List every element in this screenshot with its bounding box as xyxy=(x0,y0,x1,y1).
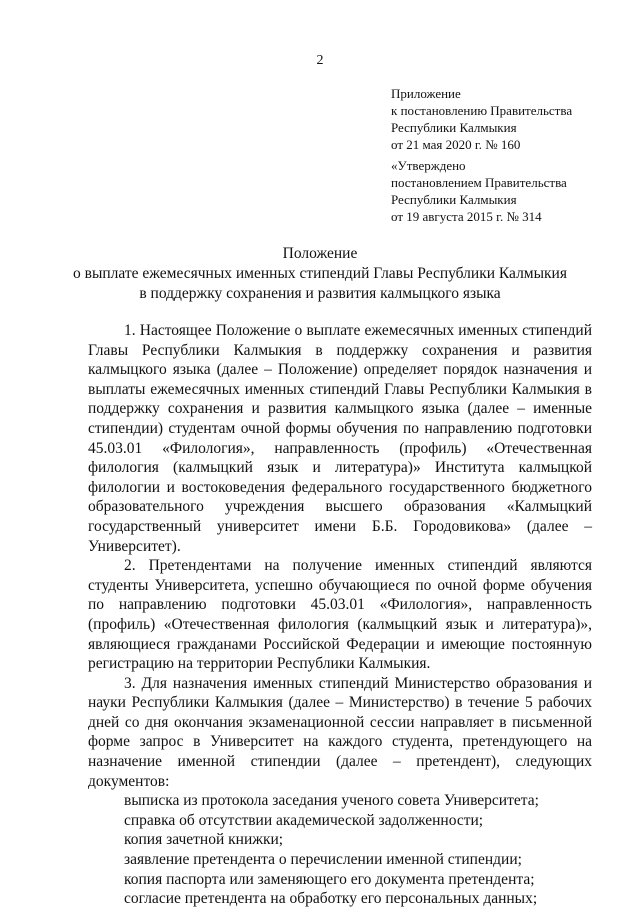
appendix-line: Республики Калмыкия xyxy=(391,120,517,135)
approved-block xyxy=(391,157,567,225)
title-line: Положение xyxy=(282,245,358,262)
paragraph-1: 1. Настоящее Положение о выплате ежемесячных именных стипендий Главы Республики Калмыкия в поддержку сохранения и развития калмыцкого языка (далее – Положение) определяет порядок назначения и выплаты ежемесячных именных стипендий Главы Республики Калмыкия в поддержку сохранения и развития калмыцкого языка (далее – именные стипендии) студентам очной формы обучения по направлению подготовки 45.03.01 «Филология», направленность (профиль) «Отечественная филология (калмыцкий язык и литература)» Института калмыцкой филологии и востоковедения федерального государственного бюджетного образовательного учреждения высшего образования «Калмыцкий государственный университет имени Б.Б. Городовикова» (далее – Университет). xyxy=(88,322,592,555)
appendix-block xyxy=(391,85,572,153)
paragraph-2: 2. Претендентами на получение именных стипендий являются студенты Университета, успешно обучающиеся по очной форме обучения по направлению подготовки 45.03.01 «Филология», направленность (профиль) «Отечественная филология (калмыцкий язык и литература)», являющиеся гражданами Российской Федерации и имеющие постоянную регистрацию на территории Республики Калмыкия. xyxy=(88,557,592,673)
title-line: в поддержку сохранения и развития калмыцкого языка xyxy=(139,285,501,302)
approved-line: от 19 августа 2015 г. № 314 xyxy=(391,209,542,224)
appendix-line: к постановлению Правительства xyxy=(391,103,573,118)
document-title xyxy=(0,244,640,304)
document-body xyxy=(88,321,592,909)
list-item: согласие претендента на обработку его персональных данных; xyxy=(124,890,538,908)
approved-line: постановлением Правительства xyxy=(391,175,567,190)
appendix-line: от 21 мая 2020 г. № 160 xyxy=(391,137,521,152)
paragraph-3: 3. Для назначения именных стипендий Министерство образования и науки Республики Калмыкия (далее – Министерство) в течение 5 рабочих дней со дня окончания экзаменационной сессии направляет в письменной форме запрос в Университет на каждого студента, претендующего на назначение именной стипендии (далее – претендент), следующих документов: xyxy=(88,674,592,790)
list-item: копия паспорта или заменяющего его документа претендента; xyxy=(124,870,535,888)
approved-line: «Утверждено xyxy=(391,158,466,173)
title-line: о выплате ежемесячных именных стипендий Главы Республики Калмыкия xyxy=(73,265,567,282)
list-item: справка об отсутствии академической задолженности; xyxy=(124,811,484,829)
approved-line: Республики Калмыкия xyxy=(391,192,517,207)
list-item: выписка из протокола заседания ученого совета Университета; xyxy=(124,792,539,810)
appendix-line: Приложение xyxy=(391,86,461,101)
page-number: 2 xyxy=(316,53,324,68)
list-item: заявление претендента о перечислении именной стипендии; xyxy=(124,851,522,869)
list-item: копия зачетной книжки; xyxy=(124,831,284,849)
